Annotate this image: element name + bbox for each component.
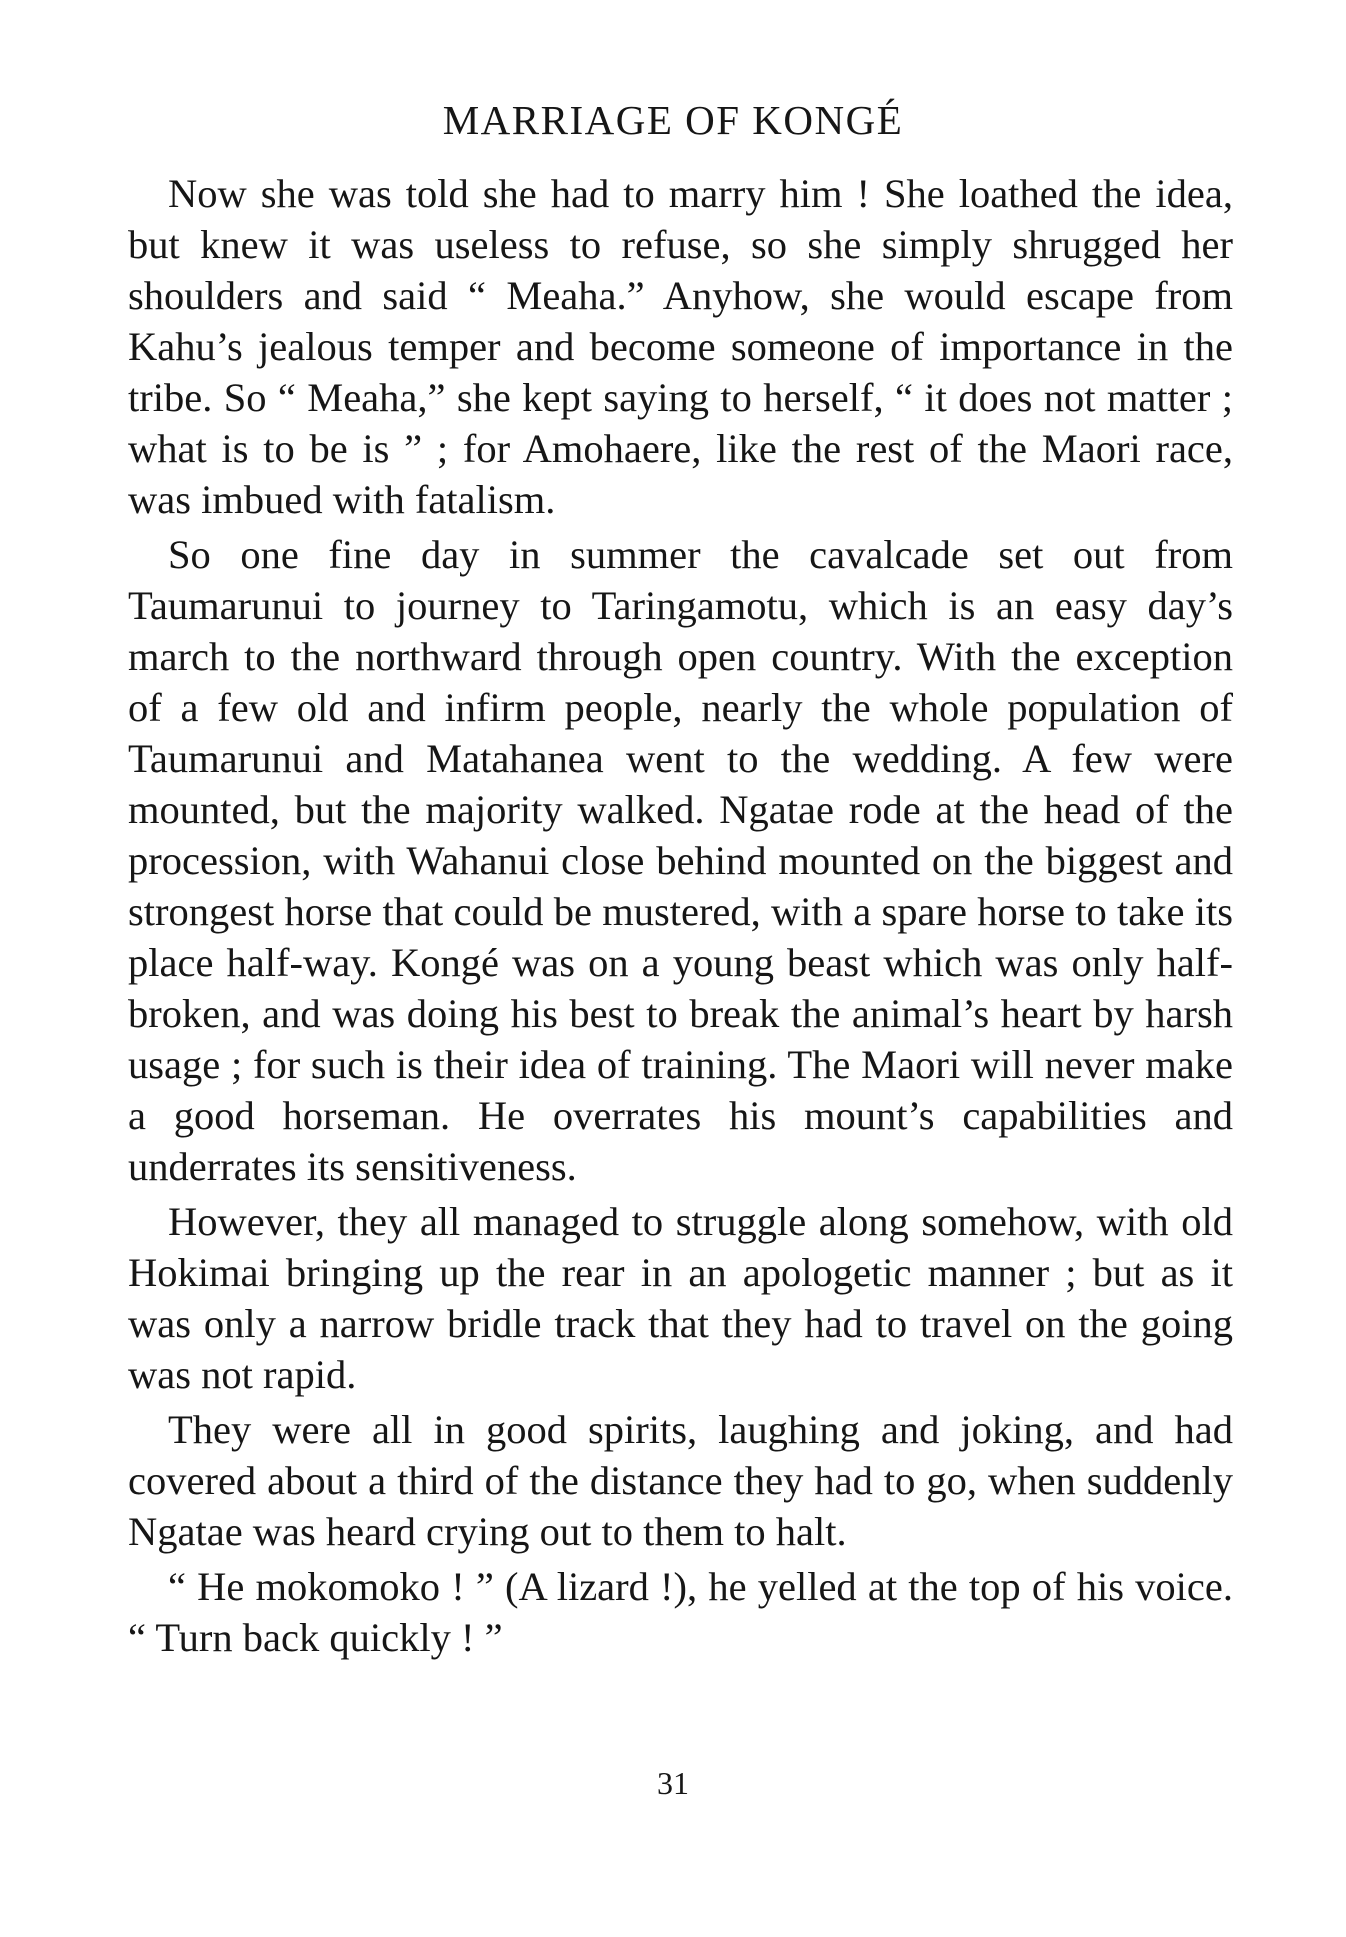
body-text — [128, 168, 1233, 1667]
page-number: 31 — [657, 1765, 689, 1801]
paragraph-4: They were all in good spirits, laughing and joking, and had covered about a third of the distance they had to go, when suddenly Ngatae was heard crying out to them to halt. — [128, 1407, 1233, 1554]
paragraph-5: “ He mokomoko ! ” (A lizard !), he yelled at the top of his voice. “ Turn back quickly ! ” — [128, 1564, 1233, 1660]
running-head: MARRIAGE OF KONGÉ — [442, 97, 904, 143]
paragraph-1: Now she was told she had to marry him ! She loathed the idea, but knew it was useless to refuse, so she simply shrugged her shoulders and said “ Meaha.” Anyhow, she would escape from Kahu’s jealous temper and become someone of importance in the tribe. So “ Meaha,” she kept saying to herself, “ it does not matter ; what is to be is ” ; for Amohaere, like the rest of the Maori race, was imbued with fatalism. — [128, 171, 1233, 522]
paragraph-2: So one fine day in summer the cavalcade set out from Taumarunui to journey to Taringamotu, which is an easy day’s march to the northward through open country. With the exception of a few old and infirm people, nearly the whole population of Taumarunui and Matahanea went to the wedding. A few were mounted, but the majority walked. Ngatae rode at the head of the procession, with Wahanui close behind mounted on the biggest and strongest horse that could be mustered, with a spare horse to take its place half-way. Kongé was on a young beast which was only half-broken, and was doing his best to break the animal’s heart by harsh usage ; for such is their idea of training. The Maori will never make a good horseman. He overrates his mount’s capabilities and underrates its sensitiveness. — [128, 532, 1233, 1189]
paragraph-3: However, they all managed to struggle along somehow, with old Hokimai bringing up the rear in an apologetic manner ; but as it was only a narrow bridle track that they had to travel on the going was not rapid. — [128, 1199, 1233, 1397]
